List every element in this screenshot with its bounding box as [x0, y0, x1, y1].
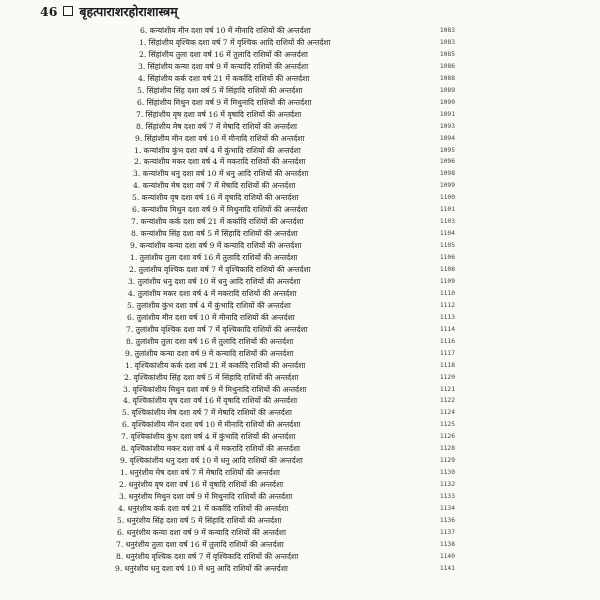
entry-text: 3. वृश्चिकांशीय मिथुन दशा वर्ष 9 में मिथुनादि राशियों की अन्तर्दशा: [123, 384, 307, 394]
contents-entry: [0, 276, 600, 287]
entry-page-number: 1132: [439, 481, 455, 489]
contents-entry: [0, 419, 600, 430]
entry-text: 3. तुलांशीय धनु दशा वर्ष 10 में धनु आदि राशियों की अन्तर्दशा: [128, 276, 301, 286]
entry-page-number: 1083: [439, 27, 455, 34]
entry-page-number: 1130: [439, 469, 455, 477]
entry-text: 7. सिंहांशीय वृष दशा वर्ष 16 में वृषादि राशियों की अन्तर्दशा: [136, 109, 302, 119]
contents-entry: [0, 336, 600, 347]
contents-entry: [0, 467, 600, 478]
contents-entry: [0, 145, 600, 156]
contents-entry: [0, 539, 600, 550]
entry-page-number: 1117: [439, 349, 455, 357]
page-number: 46: [40, 3, 58, 19]
entry-page-number: 1090: [439, 98, 455, 106]
entry-text: 9. तुलांशीय कन्या दशा वर्ष 9 में कन्यादि राशियों की अन्तर्दशा: [125, 348, 294, 358]
entry-page-number: 1118: [439, 361, 455, 369]
entry-text: 6. सिंहांशीय मिथुन दशा वर्ष 9 में मिथुनादि राशियों की अन्तर्दशा: [137, 97, 312, 107]
entry-page-number: 1100: [439, 194, 455, 202]
contents-entry: [0, 240, 600, 251]
entry-text: 2. वृश्चिकांशीय सिंह दशा वर्ष 5 में सिंहादि राशियों की अन्तर्दशा: [124, 372, 299, 382]
entry-page-number: 1088: [439, 74, 455, 82]
contents-entry: [0, 73, 600, 84]
entry-text: 8. सिंहांशीय मेष दशा वर्ष 7 में मेषादि राशियों की अन्तर्दशा: [136, 121, 297, 131]
entry-page-number: 1112: [439, 301, 455, 309]
contents-entry: [0, 97, 600, 108]
entry-text: 5. तुलांशीय कुंभ दशा वर्ष 4 में कुंभादि राशियों की अन्तर्दशा: [127, 300, 291, 310]
contents-entry: [0, 360, 600, 371]
entry-page-number: 1128: [439, 445, 455, 453]
contents-entry: [0, 491, 600, 502]
contents-entry: [0, 479, 600, 490]
entry-text: 8. कन्यांशीय सिंह दशा वर्ष 5 में सिंहादि राशियों की अन्तर्दशा: [131, 229, 298, 239]
entry-text: 4. धनुरंशीय कर्क दशा वर्ष 21 में कर्कादि राशियों की अन्तर्दशा: [118, 504, 289, 513]
contents-entry: [0, 37, 600, 48]
contents-entry: [0, 180, 600, 191]
entry-text: 4. तुलांशीय मकर दशा वर्ष 4 में मकरादि राशियों की अन्तर्दशा: [128, 288, 297, 298]
entry-text: 2. सिंहांशीय तुला दशा वर्ष 16 में तुलादि राशियों की अन्तर्दशा: [139, 49, 308, 59]
contents-entry: [0, 407, 600, 418]
entry-text: 2. कन्यांशीय मकर दशा वर्ष 4 में मकरादि राशियों की अन्तर्दशा: [134, 157, 306, 167]
entry-page-number: 1098: [439, 170, 455, 178]
entry-text: 9. कन्यांशीय कन्या दशा वर्ष 9 में कन्यादि राशियों की अन्तर्दशा: [130, 241, 302, 251]
entry-page-number: 1085: [439, 50, 455, 58]
entry-page-number: 1136: [439, 516, 455, 524]
contents-entry: [0, 61, 600, 72]
contents-entry: [0, 156, 600, 167]
entry-page-number: 1129: [439, 457, 455, 465]
entry-text: 6. कन्यांशीय मिथुन दशा वर्ष 9 में मिथुनादि राशियों की अन्तर्दशा: [132, 205, 308, 215]
entry-text: 3. कन्यांशीय धनु दशा वर्ष 10 में धनु आदि राशियों की अन्तर्दशा: [133, 169, 309, 179]
entry-text: 1. तुलांशीय तुला दशा वर्ष 16 में तुलादि राशियों की अन्तर्दशा: [130, 253, 298, 263]
entry-page-number: 1133: [439, 493, 455, 501]
entry-page-number: 1121: [439, 385, 455, 393]
entry-text: 5. सिंहांशीय सिंह दशा वर्ष 5 में सिंहादि राशियों की अन्तर्दशा: [137, 85, 303, 95]
entry-text: 9. वृश्चिकांशीय धनु दशा वर्ष 10 में धनु आदि राशियों की अन्तर्दशा: [120, 456, 303, 466]
contents-entry: [0, 204, 600, 215]
contents-entry: [0, 455, 600, 466]
entry-page-number: 1120: [439, 373, 455, 381]
entry-page-number: 1103: [439, 218, 455, 226]
running-title: बृहत्पाराशरहोराशास्त्रम्: [79, 3, 178, 19]
entry-page-number: 1089: [439, 86, 455, 94]
contents-entry: [0, 515, 600, 526]
entry-text: 4. सिंहांशीय कर्क दशा वर्ष 21 में कर्कादि राशियों की अन्तर्दशा: [138, 73, 310, 83]
contents-entry: [0, 192, 600, 203]
contents-entry: [0, 395, 600, 406]
entry-text: 3. धनुरंशीय मिथुन दशा वर्ष 9 में मिथुनादि राशियों की अन्तर्दशा: [119, 492, 293, 502]
entry-text: 5. वृश्चिकांशीय मेष दशा वर्ष 7 में मेषादि राशियों की अन्तर्दशा: [122, 408, 292, 418]
entry-page-number: 1122: [439, 397, 455, 405]
contents-entry: [0, 228, 600, 239]
entry-page-number: 1134: [439, 505, 455, 512]
entry-page-number: 1124: [439, 409, 455, 417]
entry-page-number: 1091: [439, 110, 455, 118]
entry-page-number: 1110: [439, 289, 455, 297]
entry-text: 7. धनुरंशीय तुला दशा वर्ष 16 में तुलादि राशियों की अन्तर्दशा: [116, 539, 284, 549]
entry-text: 5. कन्यांशीय वृष दशा वर्ष 16 में वृषादि राशियों की अन्तर्दशा: [132, 193, 299, 203]
entry-page-number: 1113: [439, 313, 455, 321]
entry-text: 3. सिंहांशीय कन्या दशा वर्ष 9 में कन्यादि राशियों की अन्तर्दशा: [138, 61, 309, 71]
entry-text: 8. वृश्चिकांशीय मकर दशा वर्ष 4 में मकरादि राशियों की अन्तर्दशा: [121, 444, 301, 454]
entry-text: 5. धनुरंशीय सिंह दशा वर्ष 5 में सिंहादि राशियों की अन्तर्दशा: [117, 515, 282, 525]
entry-text: 1. वृश्चिकांशीय कर्क दशा वर्ष 21 में कर्कादि राशियों की अन्तर्दशा: [125, 360, 306, 370]
contents-entry: [0, 527, 600, 538]
page-header: [40, 2, 178, 20]
contents-entry: [0, 121, 600, 132]
contents-entry: [0, 85, 600, 96]
entry-text: 9. धनुरंशीय धनु दशा वर्ष 10 में धनु आदि राशियों की अन्तर्दशा: [115, 563, 288, 573]
contents-entry: [0, 49, 600, 60]
entry-text: 8. धनुरंशीय वृश्चिक दशा वर्ष 7 में वृश्चिकादि राशियों की अन्तर्दशा: [116, 551, 299, 561]
contents-entry: [0, 252, 600, 263]
contents-entry: [0, 348, 600, 359]
entry-text: 8. तुलांशीय तुला दशा वर्ष 16 में तुलादि राशियों की अन्तर्दशा: [126, 336, 294, 346]
entry-page-number: 1140: [439, 552, 455, 560]
entry-page-number: 1094: [439, 134, 455, 142]
entry-page-number: 1106: [439, 254, 455, 262]
entry-text: 1. धनुरंशीय मेष दशा वर्ष 7 में मेषादि राशियों की अन्तर्दशा: [120, 468, 280, 478]
entry-page-number: 1116: [439, 337, 455, 345]
contents-entry: [0, 109, 600, 120]
contents-entry: [0, 168, 600, 179]
entry-page-number: 1086: [439, 62, 455, 70]
entry-text: 6. वृश्चिकांशीय मीन दशा वर्ष 10 में मीनादि राशियों की अन्तर्दशा: [122, 420, 301, 430]
entry-text: 9. सिंहांशीय मीन दशा वर्ष 10 में मीनादि राशियों की अन्तर्दशा: [135, 133, 305, 143]
entry-text: 7. कन्यांशीय कर्क दशा वर्ष 21 में कर्कादि राशियों की अन्तर्दशा: [131, 217, 304, 227]
entry-text: 6. धनुरंशीय कन्या दशा वर्ष 9 में कन्यादि राशियों की अन्तर्दशा: [117, 527, 286, 537]
contents-entry: [0, 25, 600, 36]
entry-page-number: 1126: [439, 433, 455, 441]
entry-page-number: 1114: [439, 325, 455, 333]
entry-text: 2. तुलांशीय वृश्चिक दशा वर्ष 7 में वृश्चिकादि राशियों की अन्तर्दशा: [129, 265, 311, 274]
entry-page-number: 1141: [439, 564, 455, 572]
entry-page-number: 1104: [439, 230, 455, 238]
entry-page-number: 1137: [439, 528, 455, 536]
contents-entry: [0, 372, 600, 383]
entry-text: 6. तुलांशीय मीन दशा वर्ष 10 में मीनादि राशियों की अन्तर्दशा: [127, 312, 295, 322]
contents-entry: [0, 216, 600, 227]
contents-entry: [0, 431, 600, 442]
entry-page-number: 1108: [439, 266, 455, 273]
entry-page-number: 1096: [439, 158, 455, 166]
entry-page-number: 1101: [439, 206, 455, 214]
contents-entry: [0, 551, 600, 562]
entry-text: 7. वृश्चिकांशीय कुंभ दशा वर्ष 4 में कुंभादि राशियों की अन्तर्दशा: [121, 432, 296, 442]
entry-text: 2. धनुरंशीय वृष दशा वर्ष 16 में वृषादि राशियों की अन्तर्दशा: [119, 480, 284, 490]
contents-entry: [0, 443, 600, 454]
contents-entry: [0, 133, 600, 144]
contents-entry: [0, 288, 600, 299]
contents-entry: [0, 563, 600, 574]
square-bullet-icon: [63, 6, 73, 16]
entry-page-number: 1109: [439, 277, 455, 285]
contents-entry: [0, 312, 600, 323]
entry-page-number: 1138: [439, 540, 455, 548]
entry-text: 4. वृश्चिकांशीय वृष दशा वर्ष 16 में वृषादि राशियों की अन्तर्दशा: [123, 396, 298, 406]
contents-entry: [0, 384, 600, 395]
entry-text: 6. कन्यांशीय मीन दशा वर्ष 10 में मीनादि राशियों की अन्तर्दशा: [140, 26, 311, 35]
contents-entry: [0, 503, 600, 514]
entry-text: 7. तुलांशीय वृश्चिक दशा वर्ष 7 में वृश्चिकादि राशियों की अन्तर्दशा: [126, 324, 308, 334]
entry-page-number: 1093: [439, 122, 455, 130]
entry-text: 1. कन्यांशीय कुंभ दशा वर्ष 4 में कुंभादि राशियों की अन्तर्दशा: [134, 145, 301, 155]
entry-text: 4. कन्यांशीय मेष दशा वर्ष 7 में मेषादि राशियों की अन्तर्दशा: [133, 181, 296, 191]
entry-text: 1. सिंहांशीय वृश्चिक दशा वर्ष 7 में वृश्चिक आदि राशियों की अन्तर्दशा: [139, 37, 331, 47]
contents-entry: [0, 324, 600, 335]
entry-page-number: 1095: [439, 146, 455, 154]
contents-entry: [0, 264, 600, 275]
contents-entry: [0, 300, 600, 311]
entry-page-number: 1125: [439, 421, 455, 429]
entry-page-number: 1099: [439, 182, 455, 190]
entry-page-number: 1083: [439, 38, 455, 46]
entry-page-number: 1105: [439, 242, 455, 250]
